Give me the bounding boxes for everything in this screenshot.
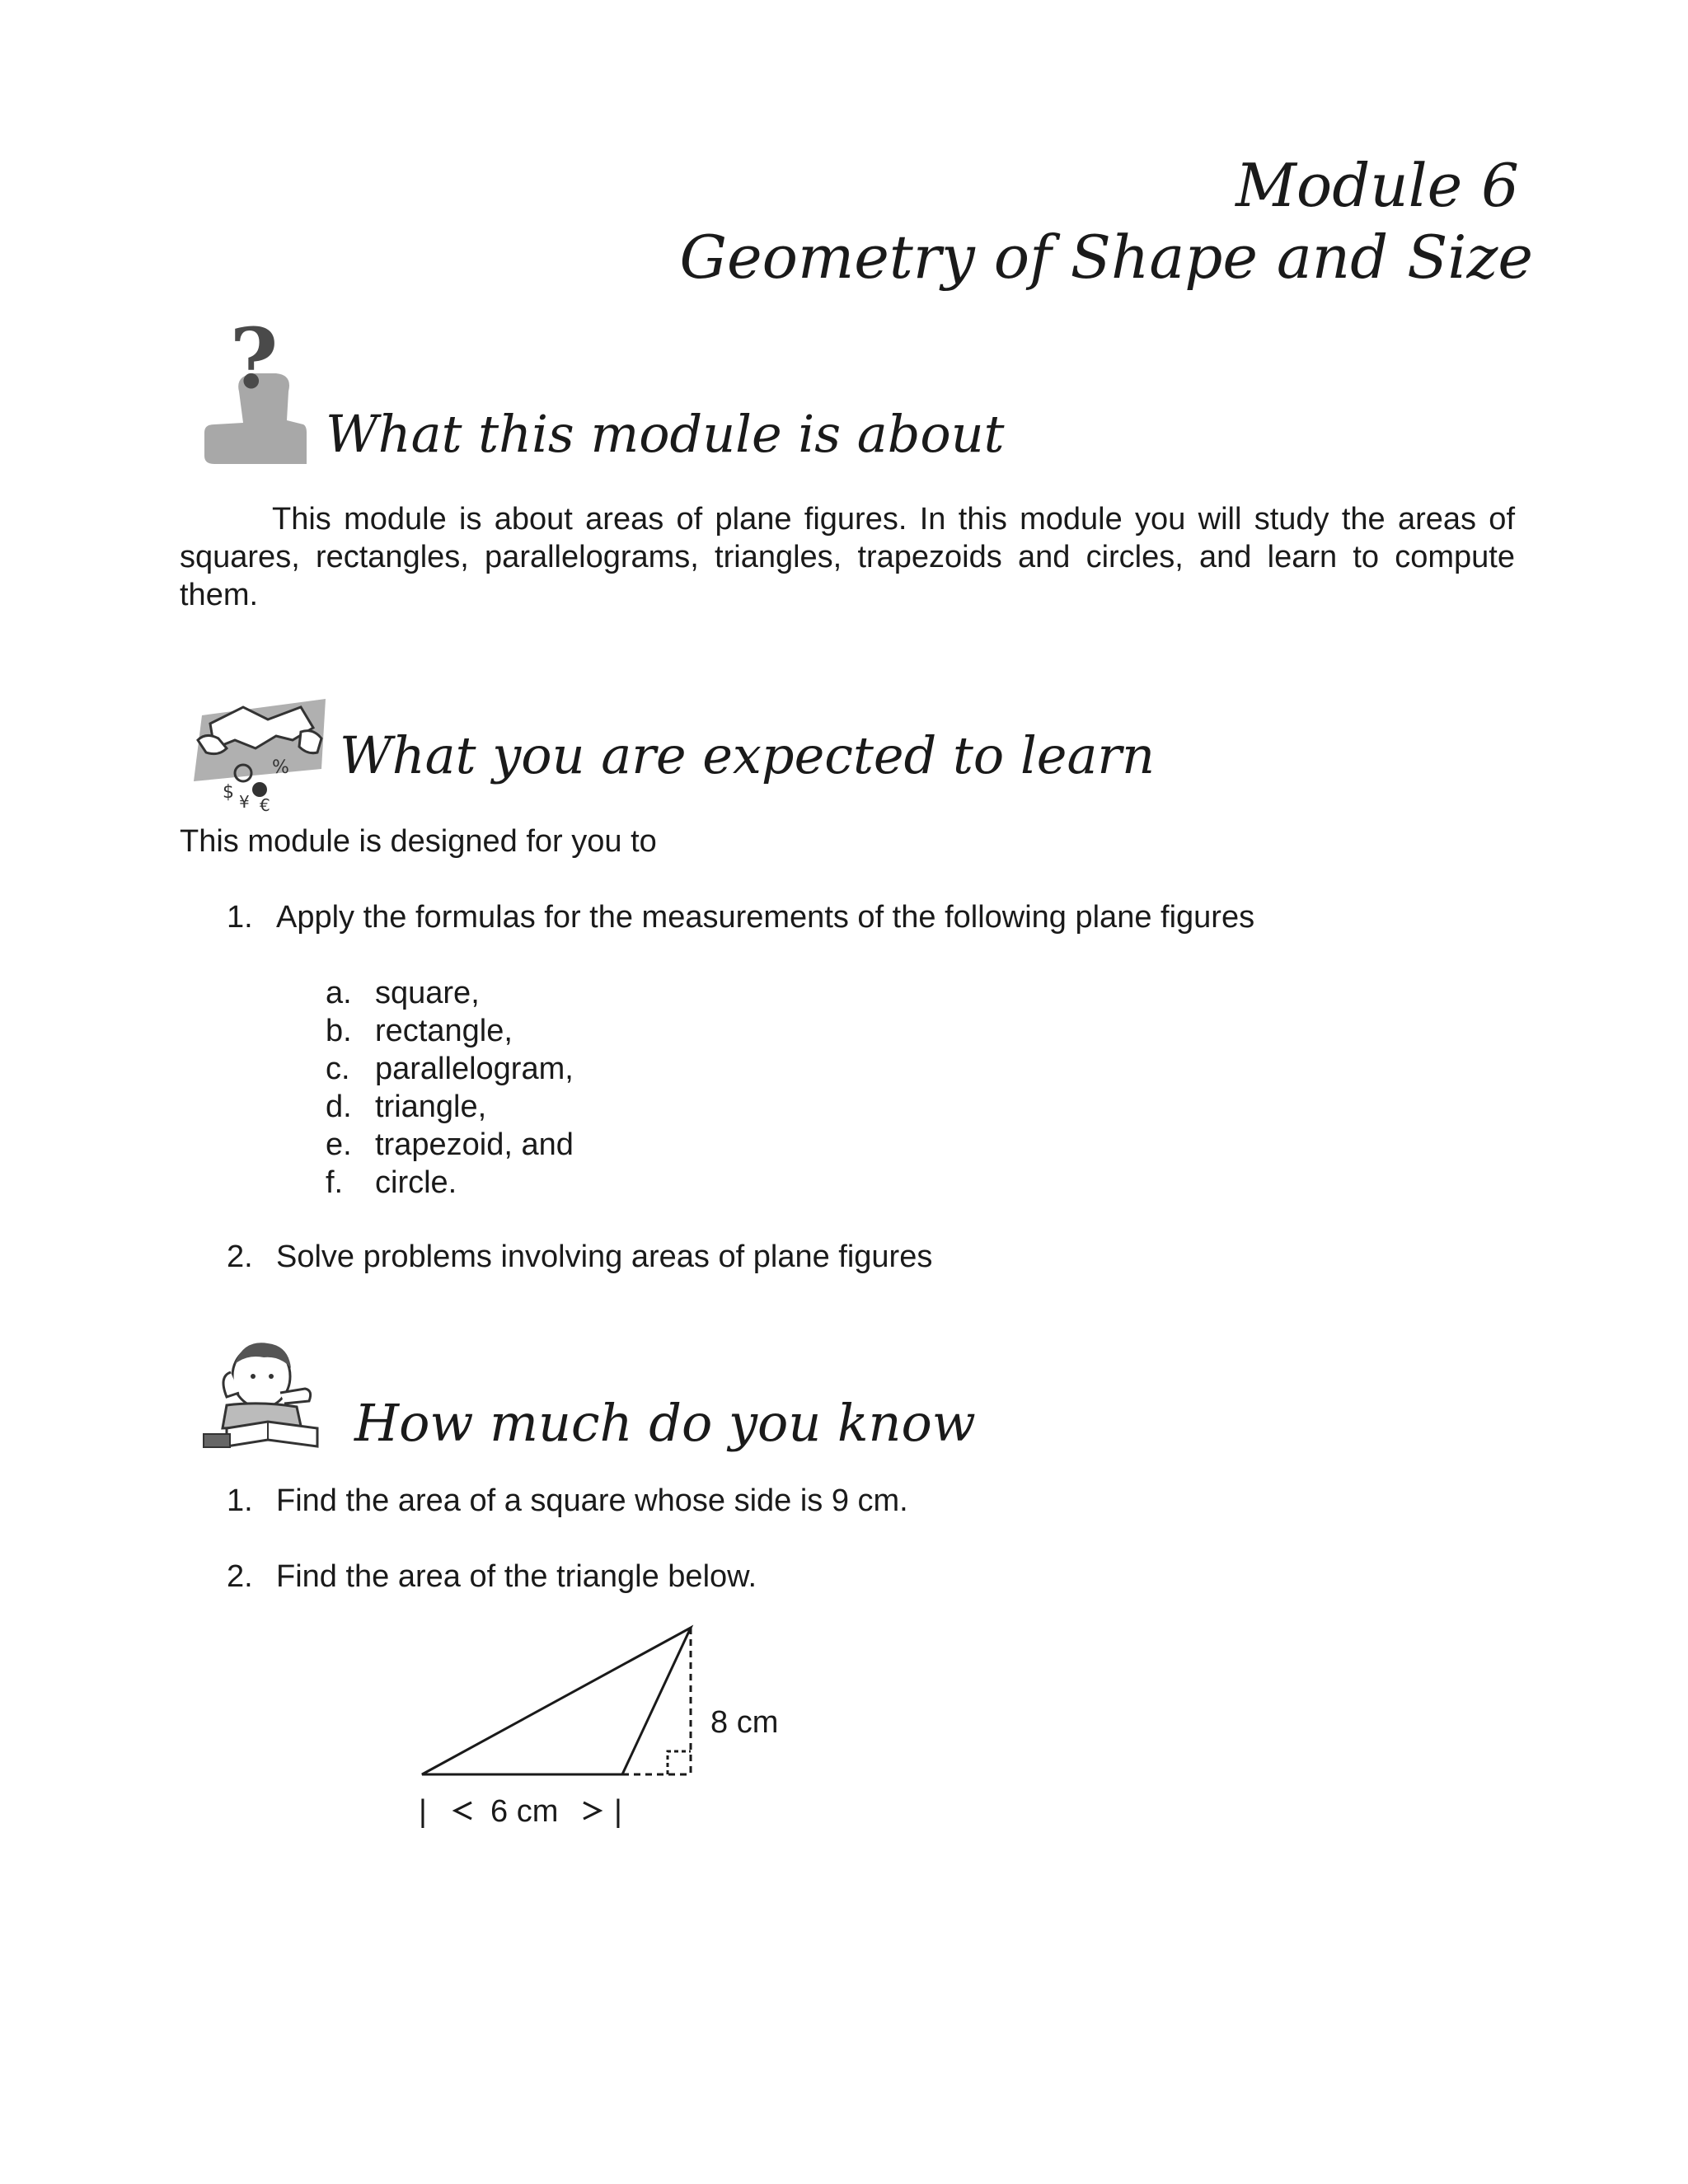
list-item: c. parallelogram, [326, 1052, 574, 1086]
question-text: Find the area of the triangle below. [276, 1559, 757, 1594]
list-item: d. triangle, [326, 1090, 487, 1124]
learn-intro: This module is designed for you to [180, 824, 657, 859]
about-heading: What this module is about [326, 404, 1005, 464]
list-item: b. rectangle, [326, 1014, 513, 1048]
question-number: 2. [227, 1559, 253, 1594]
base-right-arrow [584, 1802, 600, 1819]
objective-item [227, 1238, 932, 1276]
svg-text:%: % [272, 757, 289, 778]
question-number: 1. [227, 1483, 253, 1518]
objective-item [227, 898, 1254, 936]
objective-text: Apply the formulas for the measurements of the following plane figures [276, 900, 1255, 935]
svg-text:€: € [260, 795, 270, 815]
student-thinking-icon [202, 1331, 338, 1455]
base-left-bar: | [419, 1794, 427, 1829]
question-item [227, 1558, 757, 1596]
question-item [227, 1482, 908, 1520]
svg-text:$: $ [223, 782, 234, 803]
objective-number: 1. [227, 900, 253, 935]
know-heading: How much do you know [354, 1393, 976, 1453]
list-item: e. trapezoid, and [326, 1127, 574, 1162]
triangle-shape [422, 1628, 691, 1774]
right-angle-mark [668, 1751, 691, 1774]
triangle-figure [412, 1619, 824, 1838]
base-left-arrow [455, 1802, 471, 1819]
question-mark-icon [198, 309, 309, 466]
base-label: 6 cm [490, 1794, 559, 1829]
module-label: Module 6 [1236, 151, 1519, 220]
question-text: Find the area of a square whose side is 9 cm. [276, 1483, 908, 1518]
objective-text: Solve problems involving areas of plane figures [276, 1240, 933, 1274]
svg-text:?: ? [229, 310, 279, 407]
height-label: 8 cm [710, 1705, 779, 1740]
svg-text:¥: ¥ [239, 792, 250, 812]
list-item: a. square, [326, 976, 480, 1010]
learning-hands-icon [177, 691, 334, 814]
module-title: Geometry of Shape and Size [679, 223, 1533, 292]
objective-number: 2. [227, 1240, 253, 1274]
figure-list [326, 974, 574, 1202]
list-item: f. circle. [326, 1165, 457, 1200]
learn-heading: What you are expected to learn [340, 725, 1156, 785]
about-paragraph: This module is about areas of plane figures. In this module you will study the areas of squares, rectangles, parallelograms, triangles, trapezoids and circles, and learn to compute them. [180, 502, 1515, 612]
base-right-bar: | [614, 1794, 622, 1829]
